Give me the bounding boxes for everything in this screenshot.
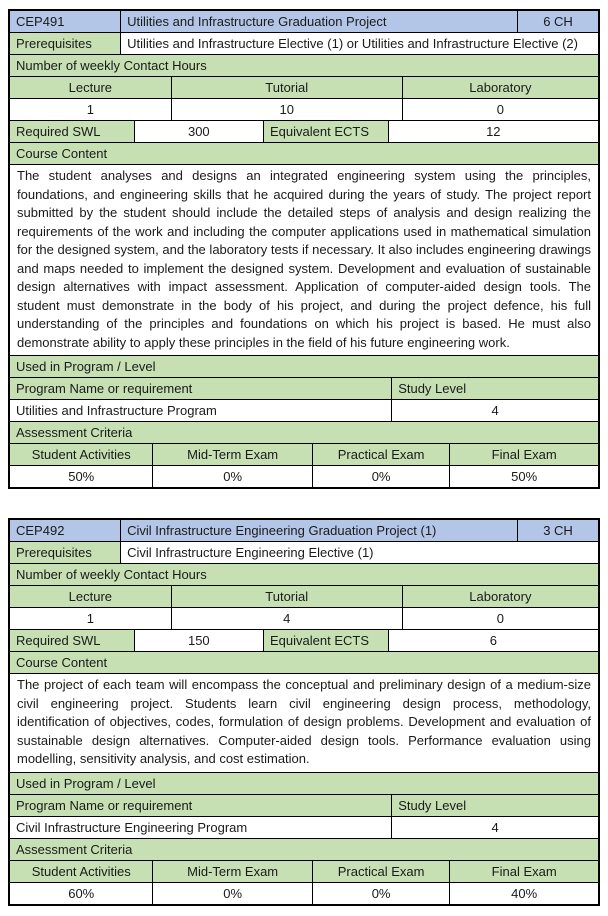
course-content-row	[10, 674, 598, 773]
study-level-value: 4	[491, 403, 499, 418]
equivalent-ects-label: Equivalent ECTS	[264, 630, 389, 651]
contact-hours-values-row	[10, 99, 598, 121]
course-table-cep492	[8, 518, 600, 906]
used-in-program-row	[10, 356, 598, 378]
study-level-value: 4	[491, 819, 499, 835]
lecture-value: 1	[10, 608, 172, 629]
prerequisites-value: Civil Infrastructure Engineering Elective (1)	[127, 545, 374, 560]
midterm-exam-header: Mid-Term Exam	[153, 444, 312, 465]
assessment-values-row	[10, 466, 598, 487]
prerequisites-row	[10, 33, 598, 55]
equivalent-ects-label: Equivalent ECTS	[264, 121, 389, 142]
lecture-header: Lecture	[10, 77, 172, 98]
laboratory-value: 0	[496, 102, 504, 117]
required-swl-value: 150	[135, 630, 264, 651]
used-in-program-header: Used in Program / Level	[10, 773, 598, 794]
prerequisites-value: Utilities and Infrastructure Elective (1) or Utilities and Infrastructure Elective (2)	[127, 36, 578, 51]
prerequisites-row	[10, 542, 598, 564]
tutorial-header: Tutorial	[172, 77, 403, 98]
tutorial-value: 10	[172, 99, 403, 120]
contact-hours-values-row	[10, 608, 598, 630]
contact-hours-header: Number of weekly Contact Hours	[10, 55, 598, 76]
program-name-header: Program Name or requirement	[10, 795, 392, 816]
final-exam-header: Final Exam	[450, 444, 598, 465]
practical-exam-value: 0%	[313, 883, 451, 904]
required-swl-value: 300	[135, 121, 264, 142]
workload-row	[10, 630, 598, 652]
program-level-values-row	[10, 817, 598, 839]
required-swl-label: Required SWL	[10, 630, 135, 651]
student-activities-value: 60%	[10, 883, 153, 904]
final-exam-header: Final Exam	[450, 861, 598, 882]
midterm-exam-header: Mid-Term Exam	[153, 861, 312, 882]
course-code: CEP492	[10, 520, 121, 541]
course-title: Utilities and Infrastructure Graduation Project	[121, 11, 518, 32]
course-title: Civil Infrastructure Engineering Graduation Project (1)	[121, 520, 518, 541]
practical-exam-value: 0%	[313, 466, 451, 487]
contact-hours-header: Number of weekly Contact Hours	[10, 564, 598, 585]
midterm-exam-value: 0%	[153, 466, 312, 487]
contact-hours-labels-row	[10, 77, 598, 99]
contact-hours-header-row	[10, 55, 598, 77]
course-content-header-row	[10, 652, 598, 674]
assessment-criteria-header-row	[10, 839, 598, 861]
used-in-program-row	[10, 773, 598, 795]
program-name-value: Civil Infrastructure Engineering Program	[10, 817, 392, 838]
equivalent-ects-value: 6	[489, 633, 497, 648]
assessment-criteria-header: Assessment Criteria	[10, 839, 598, 860]
used-in-program-header: Used in Program / Level	[10, 356, 598, 377]
program-name-header: Program Name or requirement	[10, 378, 392, 399]
program-level-header-row	[10, 795, 598, 817]
credit-hours: 3 CH	[518, 520, 598, 541]
student-activities-value: 50%	[10, 466, 153, 487]
assessment-labels-row	[10, 861, 598, 883]
required-swl-label: Required SWL	[10, 121, 135, 142]
lecture-value: 1	[10, 99, 172, 120]
course-header-row	[10, 520, 598, 542]
assessment-values-row	[10, 883, 598, 904]
laboratory-value: 0	[496, 611, 504, 626]
credit-hours: 6 CH	[518, 11, 598, 32]
tutorial-header: Tutorial	[172, 586, 403, 607]
course-code: CEP491	[10, 11, 121, 32]
tutorial-value: 4	[172, 608, 403, 629]
assessment-criteria-header-row	[10, 422, 598, 444]
prerequisites-label: Prerequisites	[10, 542, 121, 563]
course-content-text: The student analyses and designs an integrated engineering system using the principles, foundations, and engineering skills that he acquired during the years of study. The project report submitted by the student should include the detailed steps of analysis and design realizing the requirements of the work and including the computer applications used in mathematical simulation for the designed system, and the laboratory tests if necessary. It also includes engineering drawings and maps needed to implement the designed system. Development and evaluation of sustainable design alternatives with impact assessment. Application of computer-aided design tools. The student must demonstrate in the body of his project, and during the project defence, his full understanding of the principles and foundations on which his project is based. He must also demonstrate ability to apply these principles in the field of his future engineering work.	[17, 168, 591, 350]
equivalent-ects-value: 12	[486, 124, 501, 139]
final-exam-value: 40%	[511, 885, 538, 901]
final-exam-value: 50%	[511, 469, 538, 484]
program-name-value: Utilities and Infrastructure Program	[10, 400, 392, 421]
course-content-header: Course Content	[10, 143, 598, 164]
student-activities-header: Student Activities	[10, 861, 153, 882]
prerequisites-label: Prerequisites	[10, 33, 121, 54]
assessment-criteria-header: Assessment Criteria	[10, 422, 598, 443]
course-content-row	[10, 165, 598, 356]
study-level-header: Study Level	[392, 378, 598, 399]
student-activities-header: Student Activities	[10, 444, 153, 465]
course-header-row	[10, 11, 598, 33]
contact-hours-labels-row	[10, 586, 598, 608]
practical-exam-header: Practical Exam	[313, 444, 451, 465]
lecture-header: Lecture	[10, 586, 172, 607]
program-level-values-row	[10, 400, 598, 422]
laboratory-header: Laboratory	[403, 586, 598, 607]
midterm-exam-value: 0%	[153, 883, 312, 904]
workload-row	[10, 121, 598, 143]
contact-hours-header-row	[10, 564, 598, 586]
assessment-labels-row	[10, 444, 598, 466]
study-level-header: Study Level	[392, 795, 598, 816]
practical-exam-header: Practical Exam	[313, 861, 451, 882]
program-level-header-row	[10, 378, 598, 400]
course-table-cep491	[8, 9, 600, 489]
laboratory-header: Laboratory	[403, 77, 598, 98]
course-content-header-row	[10, 143, 598, 165]
course-content-text: The project of each team will encompass the conceptual and preliminary design of a medium-size civil engineering project. Students learn civil engineering design process, methodology, identification of objectives, codes, formulation of design problems. Development and evaluation of sustainable design alternatives. Computer-aided design tools. Performance evaluation using modelling, sensitivity analysis, and cost estimation.	[17, 677, 591, 766]
course-content-header: Course Content	[10, 652, 598, 673]
